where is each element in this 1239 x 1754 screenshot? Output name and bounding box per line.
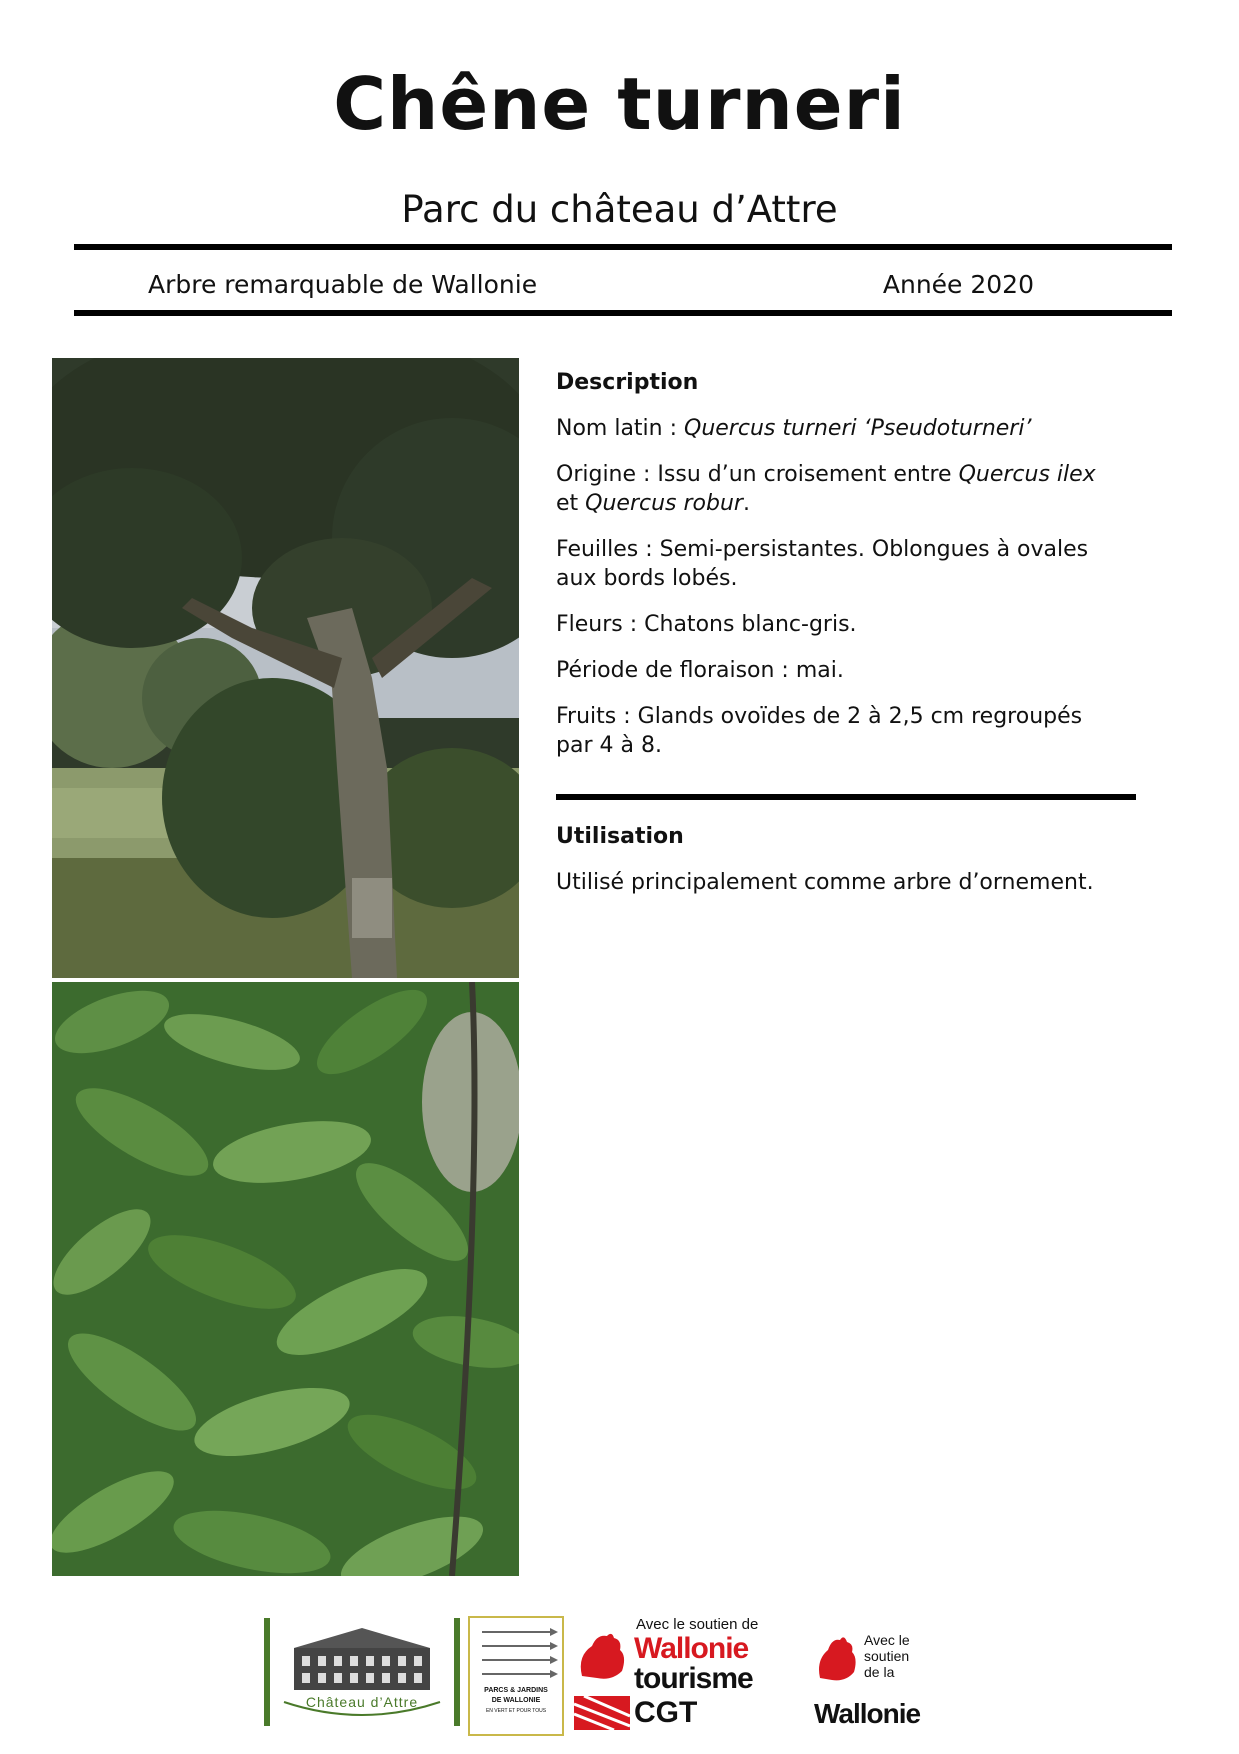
tree-photo xyxy=(52,358,519,978)
tourisme-cgt: CGT xyxy=(634,1696,698,1729)
wallonie-tourisme-logo xyxy=(572,1616,772,1734)
usage-text: Utilisé principalement comme arbre d’ornement. xyxy=(556,870,1094,895)
usage-heading: Utilisation xyxy=(556,824,684,849)
origin-end: . xyxy=(742,491,750,516)
sponsor-logos xyxy=(0,1614,1239,1744)
tourisme-name-1: Wallonie xyxy=(634,1632,749,1665)
parcs-line-3: EN VERT ET POUR TOUS xyxy=(485,1708,547,1714)
tourisme-name-2: tourisme xyxy=(634,1662,753,1695)
page-subtitle: Parc du château d’Attre xyxy=(401,188,838,231)
chateau-logo-text: Château d’Attre xyxy=(305,1694,419,1710)
latin-name: Quercus turneri ‘Pseudoturneri’ xyxy=(684,416,1032,441)
origin-and: et xyxy=(556,491,586,516)
year-label: Année 2020 xyxy=(882,270,1034,299)
origin-line xyxy=(556,460,1116,518)
origin-species-2: Quercus robur xyxy=(585,491,743,516)
top-rule xyxy=(74,244,1172,250)
chateau-attre-logo xyxy=(264,1618,460,1726)
rooster-icon-2 xyxy=(819,1637,856,1680)
section-divider xyxy=(556,794,1136,800)
origin-label: Origine : Issu d’un croisement entre xyxy=(556,462,959,487)
description-heading: Description xyxy=(556,370,699,395)
latin-name-label: Nom latin : xyxy=(556,416,685,441)
leaves-line: Feuilles : Semi-persistantes. Oblongues à ovales aux bords lobés. xyxy=(556,537,1089,591)
wallonie-support-1: Avec le xyxy=(864,1632,910,1648)
parcs-line-1: PARCS & JARDINS xyxy=(484,1687,548,1694)
parcs-jardins-logo xyxy=(468,1616,564,1736)
page-title: Chêne turneri xyxy=(333,62,906,146)
flowers-line: Fleurs : Chatons blanc-gris. xyxy=(556,612,857,637)
tourisme-support-text: Avec le soutien de xyxy=(636,1616,759,1633)
bottom-rule xyxy=(74,310,1172,316)
fruits-line: Fruits : Glands ovoïdes de 2 à 2,5 cm regroupés par 4 à 8. xyxy=(556,704,1083,758)
wallonie-name: Wallonie xyxy=(814,1698,921,1729)
description-section xyxy=(556,368,1116,914)
wallonie-logo xyxy=(814,1632,954,1732)
parcs-line-2: DE WALLONIE xyxy=(491,1697,541,1704)
rooster-icon xyxy=(581,1634,624,1679)
flowering-line: Période de floraison : mai. xyxy=(556,658,844,683)
wallonie-support-3: de la xyxy=(864,1664,895,1680)
wallonie-support-2: soutien xyxy=(864,1648,910,1664)
category-label: Arbre remarquable de Wallonie xyxy=(148,270,538,299)
leaves-photo xyxy=(52,982,519,1576)
origin-species-1: Quercus ilex xyxy=(958,462,1096,487)
latin-name-line xyxy=(556,414,1116,443)
